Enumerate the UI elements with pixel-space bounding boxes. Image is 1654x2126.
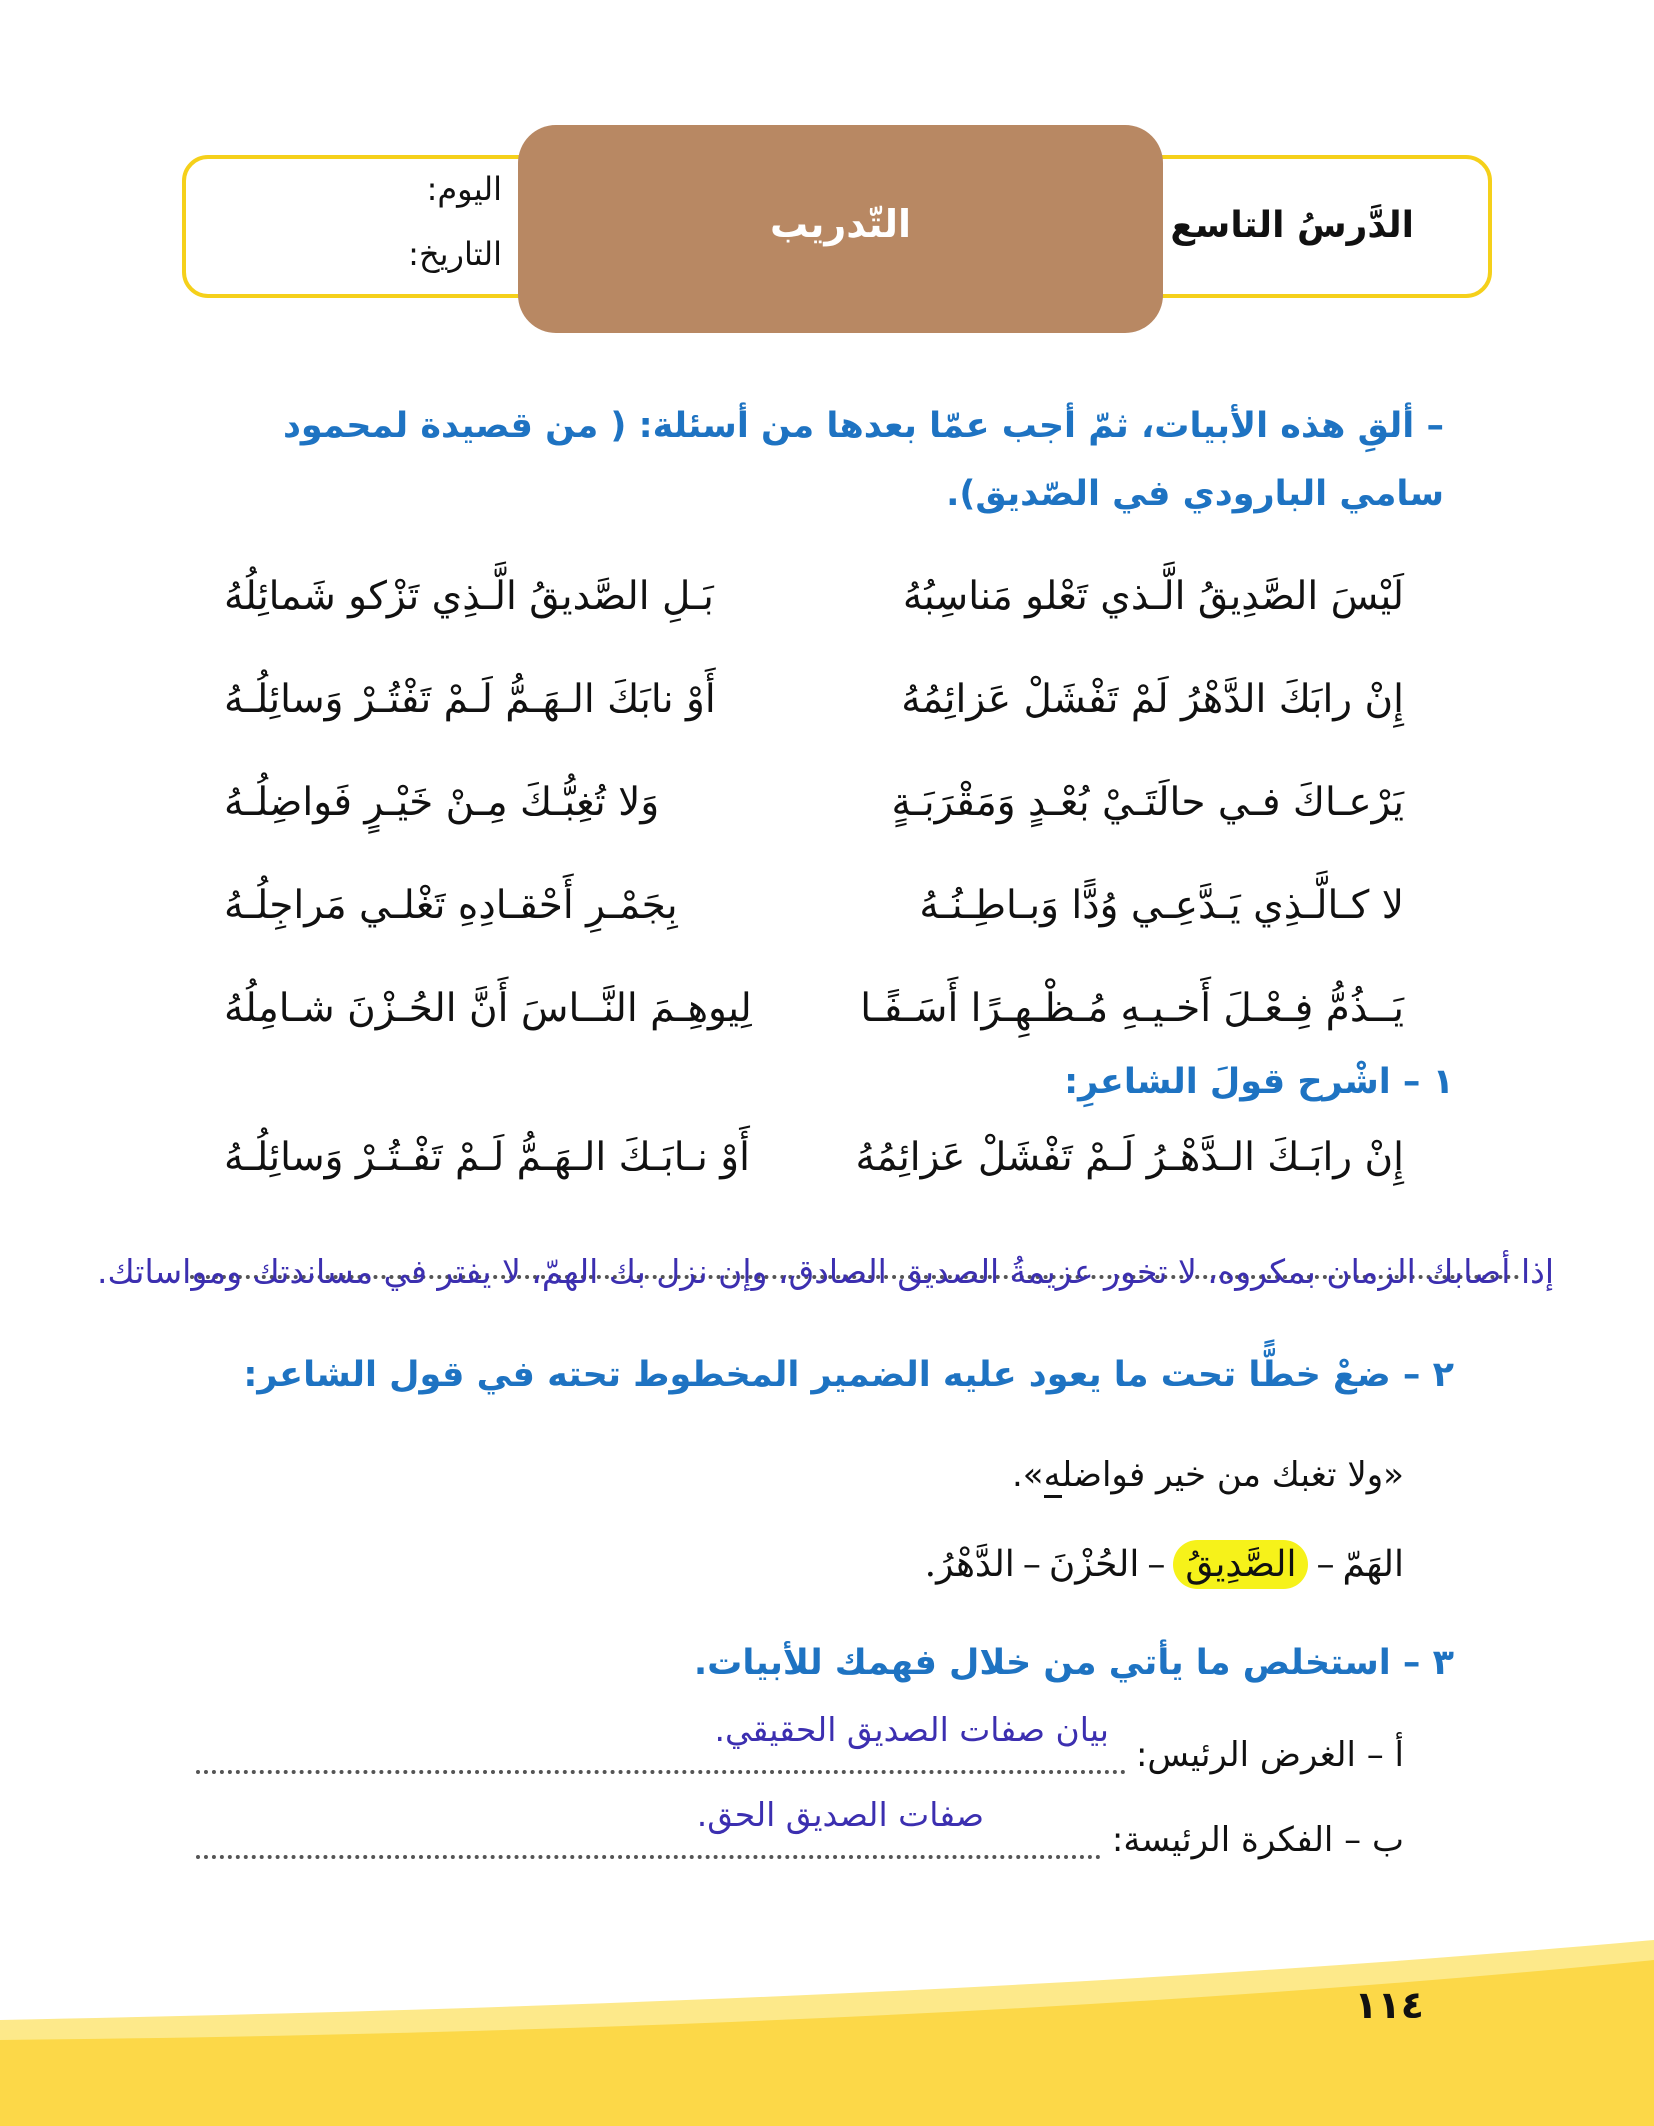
choices-row bbox=[925, 1540, 1404, 1589]
verse-first-half: لَيْسَ الصَّدِيقُ الَّـذي تَعْلو مَناسِبُهُ bbox=[902, 574, 1404, 619]
question-1-label: ١ – اشْرح قولَ الشاعرِ: bbox=[1064, 1062, 1454, 1102]
question-3-label: ٣ – استخلص ما يأتي من خلال فهمك للأبيات. bbox=[693, 1643, 1454, 1683]
choice-option-selected[interactable]: الصَّدِيقُ bbox=[1173, 1540, 1308, 1589]
instruction-text: – ألقِ هذه الأبيات، ثمّ أجب عمّا بعدها من أسئلة: ( من قصيدة لمحمود سامي البارودي في الصّديق). bbox=[282, 406, 1444, 514]
verse-second-half: أَوْ نـابَـكَ الـهَـمُّ لَـمْ تَفْـتُـرْ وَسائِلُـهُ bbox=[224, 1135, 750, 1180]
footer-wave bbox=[0, 1940, 1654, 2126]
verse-row bbox=[224, 751, 1404, 854]
item-b-label: ب – الفكرة الرئيسة: bbox=[1111, 1820, 1404, 1860]
choice-option[interactable]: الهَمّ bbox=[1342, 1544, 1404, 1585]
verse-row bbox=[224, 545, 1404, 648]
verse-first-half: يَــذُمُّ فِـعْـلَ أَخـيـهِ مُـظْـهِـرًا أَسَـفًـا bbox=[860, 986, 1404, 1031]
item-b-answer: صفات الصديق الحق. bbox=[696, 1795, 984, 1834]
item-a-label: أ – الغرض الرئيس: bbox=[1135, 1735, 1404, 1775]
item-a-dotted-line[interactable] bbox=[196, 1770, 1126, 1774]
verse-row bbox=[224, 648, 1404, 751]
choice-option[interactable]: الدَّهْرُ. bbox=[924, 1544, 1015, 1585]
verse-second-half: وَلا تُغِبُّـكَ مِـنْ خَيْـرٍ فَواضِلُـهُ bbox=[224, 780, 660, 825]
quote-text: «ولا تغبك من خير فواضل bbox=[1061, 1455, 1404, 1495]
question-1-verse bbox=[224, 1135, 1404, 1180]
verse-first-half: إِنْ رابَـكَ الـدَّهْـرُ لَـمْ تَفْشَلْ عَزائِمُهُ bbox=[855, 1135, 1404, 1180]
verse-second-half: لِيوهِـمَ النَّــاسَ أَنَّ الحُـزْنَ شـامِلُهُ bbox=[224, 986, 752, 1031]
choice-option[interactable]: الحُزْنَ bbox=[1048, 1544, 1140, 1585]
date-label: التاريخ: bbox=[408, 235, 502, 273]
header-tab bbox=[518, 125, 1163, 333]
verse-row bbox=[224, 854, 1404, 957]
verse-row bbox=[224, 957, 1404, 1060]
verse-first-half: لا كـالَّـذِي يَـدَّعِـي وُدًّا وَبـاطِـنُـهُ bbox=[919, 883, 1404, 928]
choice-separator: – bbox=[1022, 1544, 1041, 1585]
day-label: اليوم: bbox=[426, 170, 502, 208]
verse-second-half: أَوْ نابَكَ الـهَـمُّ لَـمْ تَفْتُـرْ وَسائِلُـهُ bbox=[224, 677, 716, 722]
verse-first-half: إِنْ رابَكَ الدَّهْرُ لَمْ تَفْشَلْ عَزائِمُهُ bbox=[901, 677, 1404, 722]
verse-second-half: بِجَمْـرِ أَحْقـادِهِ تَغْلـي مَراجِلُـهُ bbox=[224, 883, 678, 928]
lesson-title: الدَّرسُ التاسع bbox=[1170, 205, 1414, 246]
quote-close: ». bbox=[1012, 1455, 1044, 1495]
item-a-answer: بيان صفات الصديق الحقيقي. bbox=[714, 1710, 1109, 1749]
poem bbox=[224, 545, 1404, 1060]
underlined-pronoun: ه bbox=[1044, 1455, 1062, 1498]
verse-second-half: بَـلِ الصَّديقُ الَّـذِي تَزْكو شَمائِلُهُ bbox=[224, 574, 714, 619]
question-1-answer: إذا أصابك الزمان بمكروه، لا تخور عزيمةُ الصديق الصادق، وإن نزل بك الهمّ، لا يفتر في مساندتك ومواساتك. bbox=[96, 1252, 1554, 1291]
choice-separator: – bbox=[1147, 1544, 1166, 1585]
quote-line bbox=[1012, 1455, 1404, 1495]
tab-title: التّدريب bbox=[769, 202, 912, 246]
choice-separator: – bbox=[1316, 1544, 1335, 1585]
page-number: ١١٤ bbox=[1354, 1983, 1424, 2027]
verse-first-half: يَرْعـاكَ فـي حالَتَـيْ بُعْـدٍ وَمَقْرَبَـةٍ bbox=[891, 780, 1404, 825]
item-b-dotted-line[interactable] bbox=[196, 1855, 1101, 1859]
question-2-label: ٢ – ضعْ خطًّا تحت ما يعود عليه الضمير المخطوط تحته في قول الشاعر: bbox=[243, 1355, 1454, 1395]
